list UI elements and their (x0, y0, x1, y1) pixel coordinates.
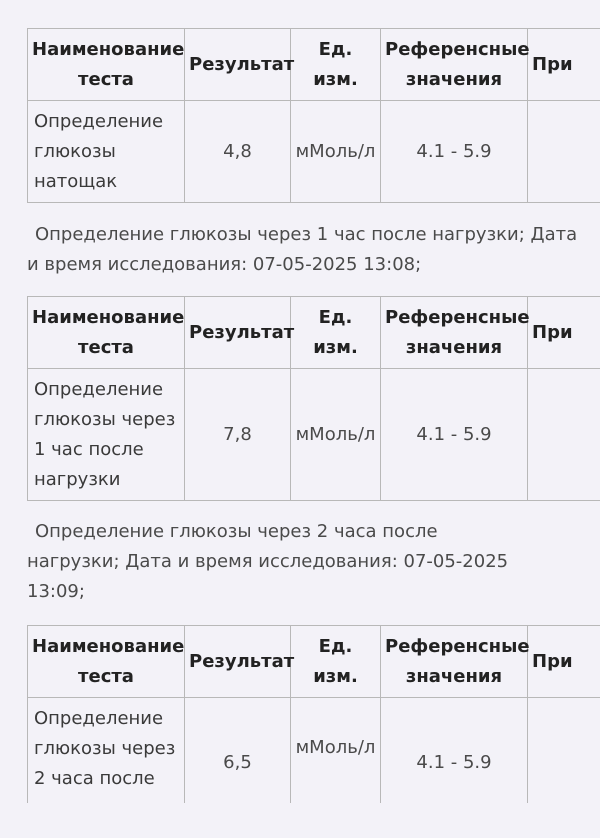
note-cell (528, 101, 600, 203)
header-unit: Ед. изм. (291, 29, 381, 101)
reference-cell: 4.1 - 5.9 (381, 101, 528, 203)
result-cell: 6,5 (185, 698, 291, 804)
header-result: Результат (185, 626, 291, 698)
header-note: При (528, 29, 600, 101)
header-reference: Референсные значения (381, 297, 528, 369)
reference-cell: 4.1 - 5.9 (381, 369, 528, 501)
header-result: Результат (185, 29, 291, 101)
header-test-name: Наименование теста (28, 297, 185, 369)
note-cell (528, 698, 600, 804)
header-note: При (528, 626, 600, 698)
unit-cell: мМоль/л (291, 698, 381, 804)
result-table-1 (27, 28, 600, 204)
result-cell: 7,8 (185, 369, 291, 501)
note-cell (528, 369, 600, 501)
header-test-name: Наименование теста (28, 626, 185, 698)
test-name-cell: Определение глюкозы натощак (28, 101, 185, 203)
unit-cell: мМоль/л (291, 369, 381, 501)
section-caption-2: Определение глюкозы через 1 час после нагрузки; Дата и время исследования: 07-05-2025 13:08; (27, 224, 578, 275)
result-table-3 (27, 625, 600, 803)
reference-cell: 4.1 - 5.9 (381, 698, 528, 804)
header-note: При (528, 297, 600, 369)
header-unit: Ед. изм. (291, 626, 381, 698)
result-table-2 (27, 296, 600, 502)
test-name-cell: Определение глюкозы через 1 час после нагрузки (28, 369, 185, 501)
result-cell: 4,8 (185, 101, 291, 203)
header-unit: Ед. изм. (291, 297, 381, 369)
header-test-name: Наименование теста (28, 29, 185, 101)
header-reference: Референсные значения (381, 626, 528, 698)
header-result: Результат (185, 297, 291, 369)
unit-cell: мМоль/л (291, 101, 381, 203)
header-reference: Референсные значения (381, 29, 528, 101)
test-name-cell: Определение глюкозы через 2 часа после (28, 698, 185, 804)
section-caption-3: Определение глюкозы через 2 часа после нагрузки; Дата и время исследования: 07-05-2025 13:09; (27, 521, 509, 602)
